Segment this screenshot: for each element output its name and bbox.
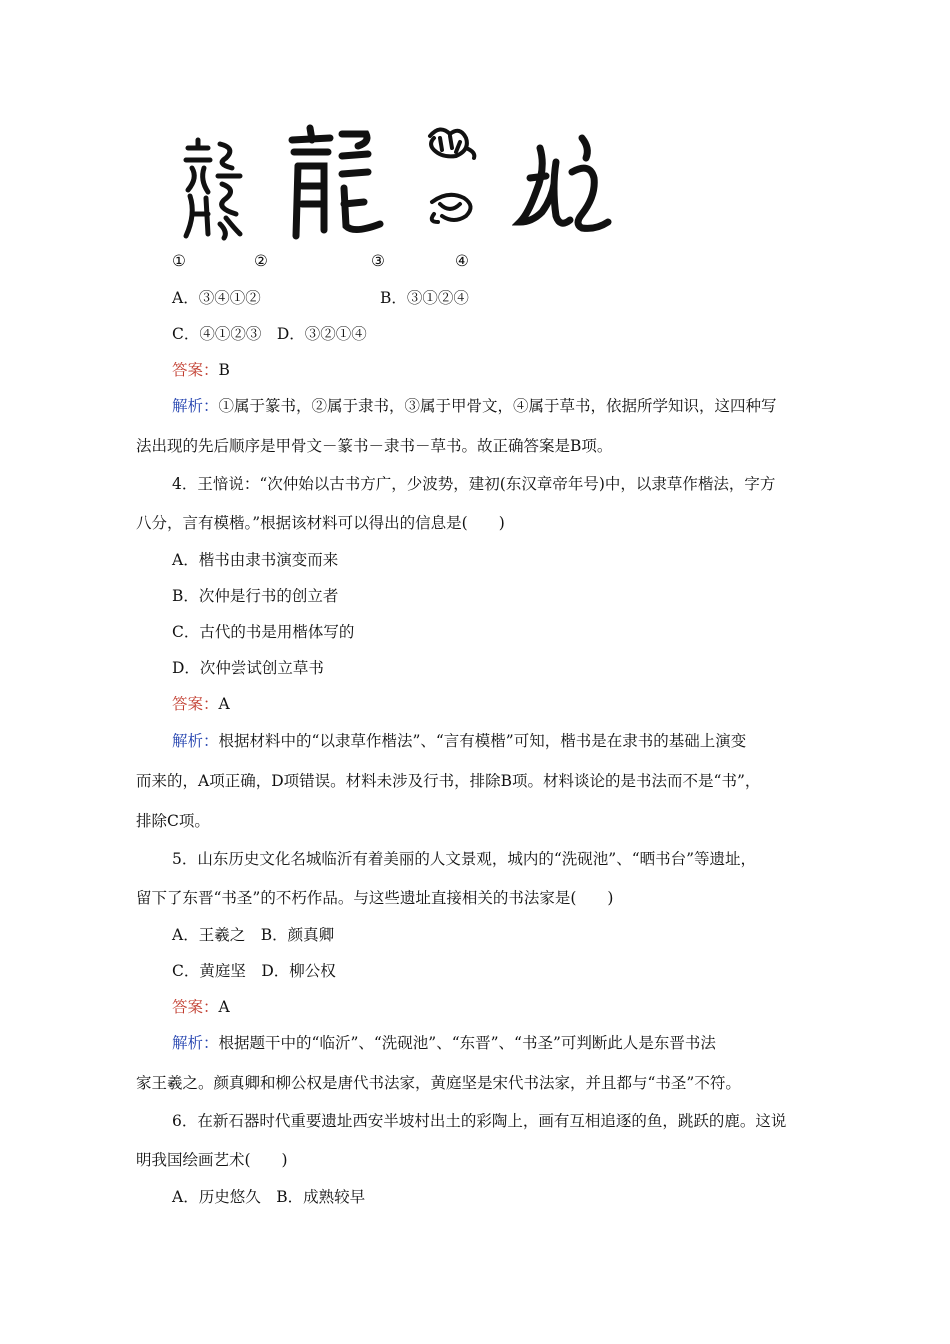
analysis-label: 解析： [172,1034,219,1052]
q6-stem-line-1: 6．在新石器时代重要遗址西安半坡村出土的彩陶上，画有互相追逐的鱼，跳跃的鹿。这说 [172,1112,787,1130]
q6-options-ab: A．历史悠久 B．成熟较早 [172,1188,366,1206]
q5-stem-line-1: 5．山东历史文化名城临沂有着美丽的人文景观，城内的“洗砚池”、“晒书台”等遗址， [172,850,757,868]
q3-analysis-line-1 [172,396,777,416]
q4-option-d: D．次仲尝试创立草书 [172,659,324,677]
analysis-text: ①属于篆书，②属于隶书，③属于甲骨文，④属于草书，依据所学知识，这四种写 [218,397,777,415]
answer-label: 答案： [172,695,219,713]
answer-label: 答案： [172,998,219,1016]
q5-answer [172,997,230,1017]
oracle-bone-script-dragon-glyph [420,118,486,246]
q4-stem-line-1: 4．王愔说：“次仲始以古书方广，少波势，建初(东汉章帝年号)中，以隶草作楷法，字方 [172,475,776,493]
glyph-marker-2: ② [254,252,268,270]
analysis-text: 根据材料中的“以隶草作楷法”、“言有模楷”可知，楷书是在隶书的基础上演变 [218,732,747,750]
q4-answer [172,694,230,714]
q4-stem-line-2: 八分，言有模楷。”根据该材料可以得出的信息是( ) [136,514,505,532]
q3-option-b: B．③①②④ [380,289,469,307]
dragon-glyph-figure [172,118,622,248]
answer-value: A [218,998,230,1016]
q5-stem-line-2: 留下了东晋“书圣”的不朽作品。与这些遗址直接相关的书法家是( ) [136,889,614,907]
cursive-script-dragon-glyph [512,118,612,246]
q5-analysis-line-2: 家王羲之。颜真卿和柳公权是唐代书法家，黄庭坚是宋代书法家，并且都与“书圣”不符。 [136,1074,741,1092]
q4-option-b: B．次仲是行书的创立者 [172,587,339,605]
answer-value: A [218,695,230,713]
q3-analysis-line-2: 法出现的先后顺序是甲骨文－篆书－隶书－草书。故正确答案是B项。 [136,437,613,455]
q4-option-c: C．古代的书是用楷体写的 [172,623,355,641]
analysis-label: 解析： [172,732,219,750]
glyph-marker-1: ① [172,252,186,270]
seal-script-dragon-glyph [178,118,248,246]
q3-answer [172,360,230,380]
analysis-label: 解析： [172,397,219,415]
answer-value: B [218,361,230,379]
analysis-text: 根据题干中的“临沂”、“洗砚池”、“东晋”、“书圣”可判断此人是东晋书法 [218,1034,716,1052]
q3-option-a: A．③④①② [172,289,261,307]
q5-analysis-line-1 [172,1033,716,1053]
clerical-script-dragon-glyph [284,118,384,246]
answer-label: 答案： [172,361,219,379]
q5-options-cd: C．黄庭坚 D．柳公权 [172,962,336,980]
glyph-marker-4: ④ [455,252,469,270]
q4-option-a: A．楷书由隶书演变而来 [172,551,339,569]
q3-options-cd: C．④①②③ D．③②①④ [172,325,367,343]
q5-options-ab: A．王羲之 B．颜真卿 [172,926,335,944]
q4-analysis-line-2: 而来的，A项正确，D项错误。材料未涉及行书，排除B项。材料谈论的是书法而不是“书”， [136,772,761,790]
q6-stem-line-2: 明我国绘画艺术( ) [136,1151,288,1169]
q4-analysis-line-3: 排除C项。 [136,812,210,830]
glyph-marker-3: ③ [371,252,385,270]
q4-analysis-line-1 [172,731,746,751]
